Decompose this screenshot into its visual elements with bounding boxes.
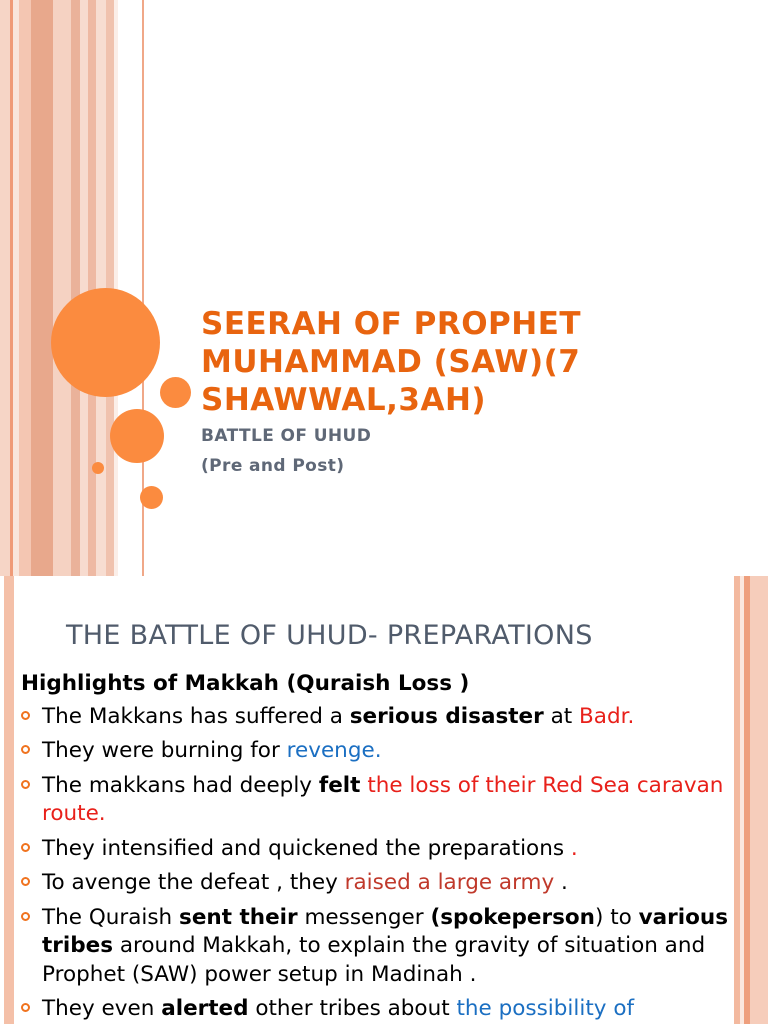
- text: at: [543, 703, 580, 729]
- text: They even: [42, 996, 162, 1021]
- text: the loss of their Red Sea caravan route.: [42, 772, 724, 826]
- text: ) to: [594, 904, 639, 930]
- text: messenger: [297, 904, 431, 930]
- slide-title: THE BATTLE OF UHUD- PREPARATIONS: [66, 620, 593, 651]
- text: (spokeperson: [430, 904, 595, 930]
- decor-circle: [110, 409, 164, 463]
- decor-stripe: [750, 576, 768, 1024]
- bullet-item: [21, 835, 741, 864]
- decor-circle: [92, 462, 104, 474]
- decor-circle: [160, 377, 191, 408]
- slide-body: [21, 670, 741, 1030]
- slide-title: [201, 305, 741, 419]
- text: serious disaster: [349, 703, 544, 729]
- title-line: SHAWWAL,3AH): [201, 382, 487, 418]
- decor-circle: [140, 486, 163, 509]
- title-line: MUHAMMAD (SAW)(7: [201, 344, 581, 380]
- decor-stripe: [0, 0, 10, 576]
- text: other tribes about: [248, 996, 457, 1021]
- title-line: SEERAH OF PROPHET: [201, 306, 582, 342]
- text: around Makkah, to explain the gravity of situation and Prophet (SAW) power setup in Madinah .: [42, 933, 706, 987]
- text: The Quraish: [42, 904, 180, 930]
- bullet-item: [21, 772, 741, 829]
- text: To avenge the defeat , they: [42, 870, 345, 895]
- decor-stripe: [31, 0, 53, 576]
- bullet-icon: [21, 780, 30, 789]
- bullet-item: [21, 737, 741, 766]
- text: sent their: [179, 904, 298, 930]
- text: .: [554, 870, 568, 895]
- bullet-icon: [21, 745, 30, 754]
- decor-stripe: [80, 0, 88, 576]
- bullet-icon: [21, 1003, 30, 1012]
- bullet-icon: [21, 912, 30, 921]
- text: The makkans had deeply: [42, 772, 319, 798]
- text: various tribes: [42, 904, 728, 958]
- text: felt: [318, 772, 361, 798]
- text: the possibility of: [456, 996, 635, 1021]
- text: alerted: [161, 996, 249, 1021]
- bullet-item: [21, 995, 741, 1024]
- bullet-icon: [21, 877, 30, 886]
- text: The Makkans has suffered a: [42, 703, 350, 729]
- text: revenge.: [286, 738, 382, 763]
- bullet-item: [21, 904, 741, 990]
- slide-subtitle-2: (Pre and Post): [201, 456, 345, 476]
- decor-stripe: [71, 0, 80, 576]
- decor-stripe: [4, 576, 14, 1024]
- bullet-icon: [21, 711, 30, 720]
- decor-stripe: [19, 0, 31, 576]
- bullet-icon: [21, 843, 30, 852]
- decor-circle: [51, 288, 160, 397]
- text: They intensified and quickened the preparations: [42, 835, 571, 861]
- text: raised a large army: [344, 870, 555, 895]
- section-heading: Highlights of Makkah (Quraish Loss ): [21, 671, 470, 696]
- text: Badr.: [579, 703, 635, 729]
- slide-subtitle: BATTLE OF UHUD: [201, 426, 372, 446]
- bullet-item: [21, 703, 741, 732]
- text: .: [570, 835, 578, 861]
- decor-stripe: [53, 0, 71, 576]
- text: They were burning for: [42, 738, 287, 763]
- bullet-item: [21, 869, 741, 898]
